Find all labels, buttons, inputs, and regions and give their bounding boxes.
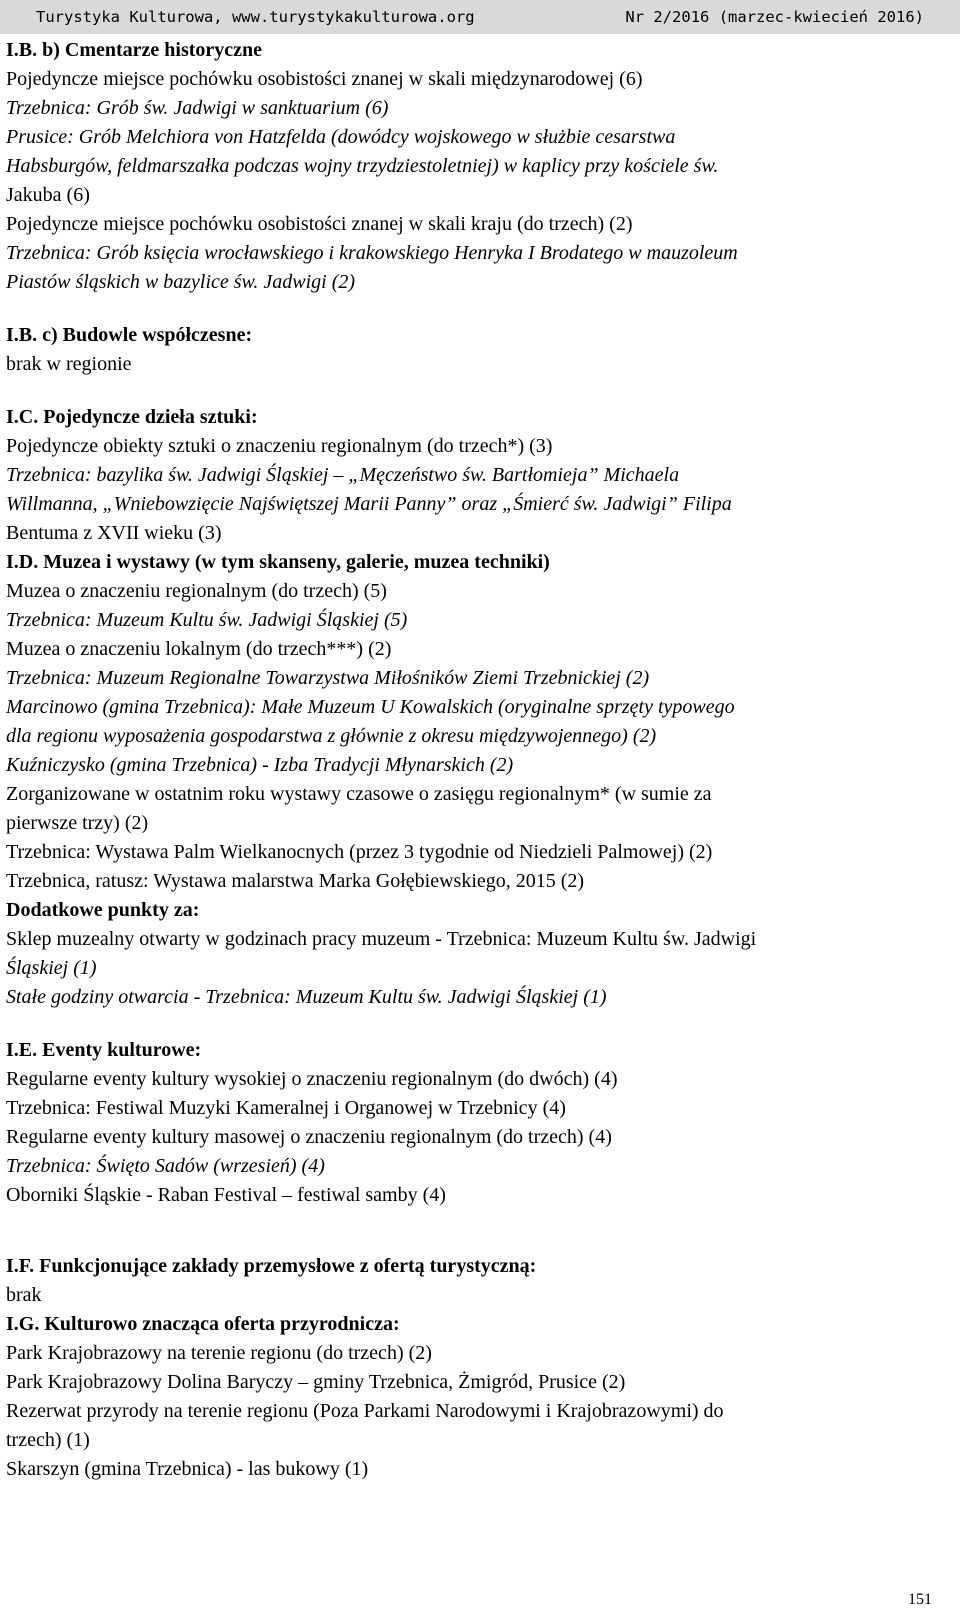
spacer [6, 379, 934, 403]
text-line: Sklep muzealny otwarty w godzinach pracy muzeum - Trzebnica: Muzeum Kultu św. Jadwigi [6, 928, 757, 950]
text-line: Muzea o znaczeniu lokalnym (do trzech***) (2) [6, 638, 392, 660]
text-line: Trzebnica: Grób św. Jadwigi w sanktuarium (6) [6, 97, 389, 119]
section-heading: I.B. c) Budowle współczesne: [6, 324, 253, 346]
text-line: Pojedyncze miejsce pochówku osobistości znanej w skali kraju (do trzech) (2) [6, 213, 633, 235]
text-line: Trzebnica: Festiwal Muzyki Kameralnej i Organowej w Trzebnicy (4) [6, 1097, 566, 1119]
text-line: Piastów śląskich w bazylice św. Jadwigi (2) [6, 271, 356, 293]
text-line: Trzebnica, ratusz: Wystawa malarstwa Marka Gołębiewskiego, 2015 (2) [6, 870, 585, 892]
text-line: Park Krajobrazowy na terenie regionu (do trzech) (2) [6, 1342, 432, 1364]
section-heading: Dodatkowe punkty za: [6, 899, 200, 921]
text-line: Oborniki Śląskie - Raban Festival – festiwal samby (4) [6, 1184, 446, 1206]
text-line: brak [6, 1284, 42, 1306]
text-line: Trzebnica: Wystawa Palm Wielkanocnych (przez 3 tygodnie od Niedzieli Palmowej) (2) [6, 841, 713, 863]
text-line: Prusice: Grób Melchiora von Hatzfelda (dowódcy wojskowego w służbie cesarstwa [6, 126, 676, 148]
spacer [6, 1210, 934, 1252]
section-heading: I.G. Kulturowo znacząca oferta przyrodnicza: [6, 1313, 400, 1335]
text-line: Marcinowo (gmina Trzebnica): Małe Muzeum U Kowalskich (oryginalne sprzęty typowego [6, 696, 735, 718]
text-line: brak w regionie [6, 353, 132, 375]
text-line: Stałe godziny otwarcia - Trzebnica: Muzeum Kultu św. Jadwigi Śląskiej (1) [6, 986, 607, 1008]
section-heading: I.E. Eventy kulturowe: [6, 1039, 202, 1061]
text-line: Park Krajobrazowy Dolina Baryczy – gminy Trzebnica, Żmigród, Prusice (2) [6, 1371, 626, 1393]
text-line: trzech) (1) [6, 1429, 90, 1451]
text-line: Willmanna, „Wniebowzięcie Najświętszej Marii Panny” oraz „Śmierć św. Jadwigi” Filipa [6, 493, 732, 515]
text-line: Jakuba (6) [6, 184, 90, 206]
text-line: Śląskiej (1) [6, 957, 97, 979]
section-heading: I.C. Pojedyncze dzieła sztuki: [6, 406, 258, 428]
text-line: pierwsze trzy) (2) [6, 812, 149, 834]
text-line: Kuźniczysko (gmina Trzebnica) - Izba Tradycji Młynarskich (2) [6, 754, 514, 776]
text-line: Trzebnica: Muzeum Kultu św. Jadwigi Śląskiej (5) [6, 609, 408, 631]
text-line: Pojedyncze obiekty sztuki o znaczeniu regionalnym (do trzech*) (3) [6, 435, 553, 457]
header-journal-title: Turystyka Kulturowa, www.turystykakulturowa.org [36, 8, 475, 26]
text-line: Trzebnica: Muzeum Regionalne Towarzystwa Miłośników Ziemi Trzebnickiej (2) [6, 667, 650, 689]
text-line: Zorganizowane w ostatnim roku wystawy czasowe o zasięgu regionalnym* (w sumie za [6, 783, 712, 805]
header-issue-number: Nr 2/2016 (marzec-kwiecień 2016) [625, 8, 924, 26]
text-line: Habsburgów, feldmarszałka podczas wojny trzydziestoletniej) w kaplicy przy kościele św. [6, 155, 719, 177]
text-line: Bentuma z XVII wieku (3) [6, 522, 222, 544]
section-heading: I.F. Funkcjonujące zakłady przemysłowe z ofertą turystyczną: [6, 1255, 537, 1277]
spacer [6, 1012, 934, 1036]
running-header [0, 0, 960, 34]
text-line: Trzebnica: Grób księcia wrocławskiego i krakowskiego Henryka I Brodatego w mauzoleum [6, 242, 738, 264]
text-line: Trzebnica: bazylika św. Jadwigi Śląskiej – „Męczeństwo św. Bartłomieja” Michaela [6, 464, 680, 486]
text-line: Trzebnica: Święto Sadów (wrzesień) (4) [6, 1155, 325, 1177]
document-body [6, 36, 934, 1484]
text-line: Regularne eventy kultury wysokiej o znaczeniu regionalnym (do dwóch) (4) [6, 1068, 618, 1090]
text-line: Muzea o znaczeniu regionalnym (do trzech) (5) [6, 580, 387, 602]
text-line: Regularne eventy kultury masowej o znaczeniu regionalnym (do trzech) (4) [6, 1126, 612, 1148]
section-heading: I.D. Muzea i wystawy (w tym skanseny, galerie, muzea techniki) [6, 551, 550, 573]
spacer [6, 297, 934, 321]
page-number: 151 [908, 1591, 932, 1608]
text-line: Rezerwat przyrody na terenie regionu (Poza Parkami Narodowymi i Krajobrazowymi) do [6, 1400, 724, 1422]
section-heading: I.B. b) Cmentarze historyczne [6, 39, 263, 61]
text-line: dla regionu wyposażenia gospodarstwa z głównie z okresu międzywojennego) (2) [6, 725, 657, 747]
text-line: Pojedyncze miejsce pochówku osobistości znanej w skali międzynarodowej (6) [6, 68, 643, 90]
text-line: Skarszyn (gmina Trzebnica) - las bukowy (1) [6, 1458, 369, 1480]
